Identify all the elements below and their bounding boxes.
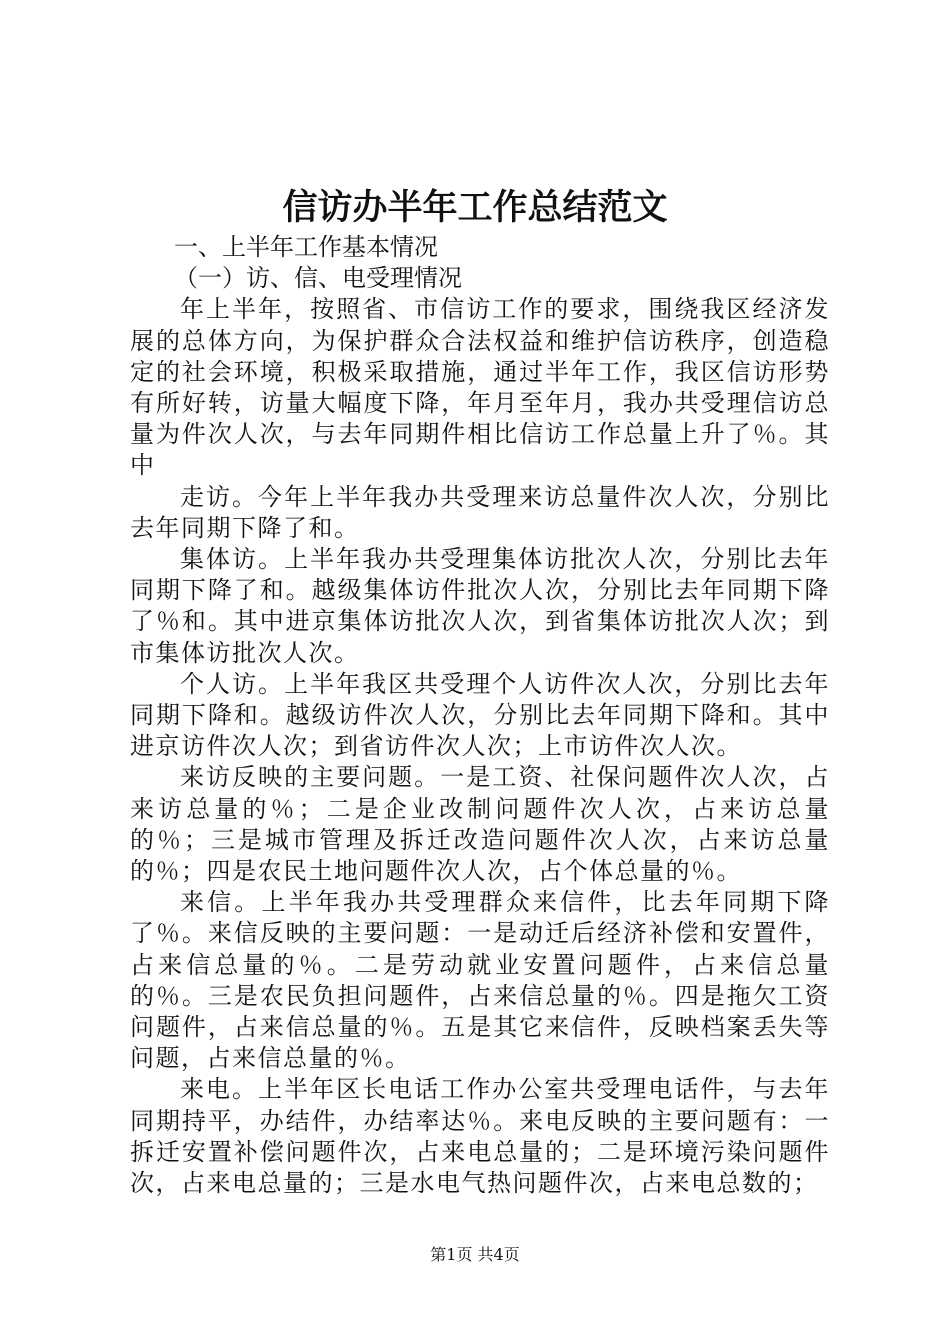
paragraph-letters: 来信。上半年我办共受理群众来信件，比去年同期下降了％。来信反映的主要问题：一是动迁后经济补偿和安置件，占来信总量的％。二是劳动就业安置问题件，占来信总量的％。三是农民负担问题件，占来信总量的％。四是拖欠工资问题件，占来信总量的％。五是其它来信件，反映档案丢失等问题，占来信总量的％。: [130, 888, 830, 1073]
document-body: [130, 232, 830, 1199]
subsection-heading: （一）访、信、电受理情况: [174, 264, 462, 293]
paragraph-visit-issues: 来访反映的主要问题。一是工资、社保问题件次人次，占来访总量的％；二是企业改制问题件次人次，占来访总量的％；三是城市管理及拆迁改造问题件次人次，占来访总量的％；四是农民土地问题件次人次，占个体总量的％。: [130, 763, 830, 886]
paragraph-calls: 来电。上半年区长电话工作办公室共受理电话件，与去年同期持平，办结件，办结率达％。来电反映的主要问题有：一拆迁安置补偿问题件次，占来电总量的；二是环境污染问题件次，占来电总量的；三是水电气热问题件次，占来电总数的；: [130, 1075, 830, 1198]
paragraph-individual-visits: 个人访。上半年我区共受理个人访件次人次，分别比去年同期下降和。越级访件次人次，分别比去年同期下降和。其中进京访件次人次；到省访件次人次；上市访件次人次。: [130, 669, 830, 761]
paragraph-group-visits: 集体访。上半年我办共受理集体访批次人次，分别比去年同期下降了和。越级集体访件批次人次，分别比去年同期下降了％和。其中进京集体访批次人次，到省集体访批次人次；到市集体访批次人次。: [130, 545, 830, 667]
page-footer: 第1页 共4页: [430, 1245, 520, 1264]
document-title: 信访办半年工作总结范文: [282, 187, 668, 228]
paragraph-visits: 走访。今年上半年我办共受理来访总量件次人次，分别比去年同期下降了和。: [130, 482, 830, 542]
section-heading: 一、上半年工作基本情况: [174, 233, 438, 261]
paragraph-overview: 年上半年，按照省、市信访工作的要求，围绕我区经济发展的总体方向，为保护群众合法权益和维护信访秩序，创造稳定的社会环境，积极采取措施，通过半年工作，我区信访形势有所好转，访量大幅度下降，年月至年月，我办共受理信访总量为件次人次，与去年同期件相比信访工作总量上升了％。其中: [130, 295, 830, 480]
